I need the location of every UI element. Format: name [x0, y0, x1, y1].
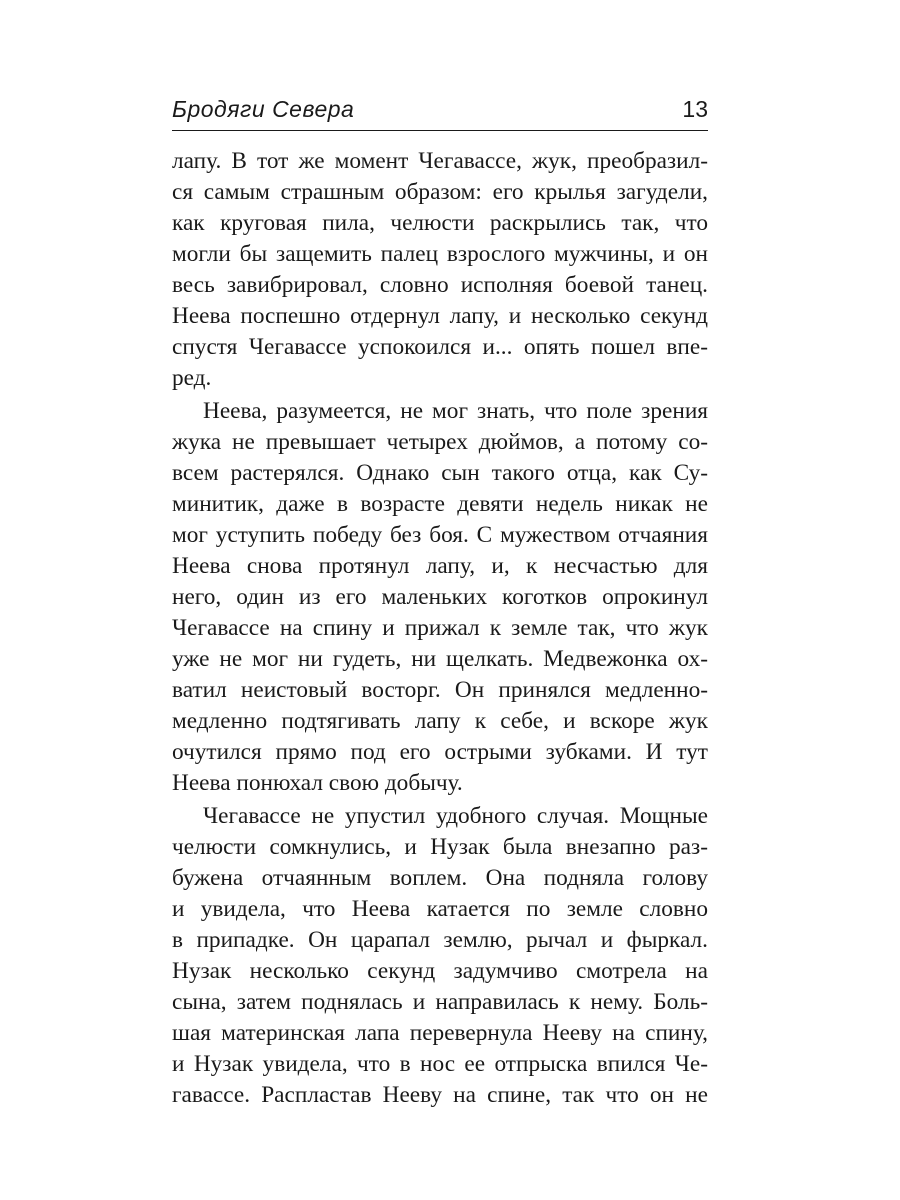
text-line: очутился прямо под его острыми зубками. И тут [172, 739, 708, 765]
text-line: медленно подтягивать лапу к себе, и вскоре жук [172, 708, 708, 734]
text-line: ред. [172, 365, 212, 391]
text-line: как круговая пила, челюсти раскрылись так, что [172, 210, 708, 236]
text-line: ся самым страшным образом: его крылья загудели, [172, 179, 708, 205]
paragraph-2 [172, 396, 708, 799]
text-line: лапу. В тот же момент Чегавассе, жук, преобразил- [172, 148, 708, 174]
text-line: уже не мог ни гудеть, ни щелкать. Медвежонка ох- [172, 646, 708, 672]
text-line: Неева, разумеется, не мог знать, что поле зрения [203, 398, 708, 424]
text-line: мог уступить победу без боя. С мужеством отчаяния [172, 522, 708, 548]
text-line: могли бы защемить палец взрослого мужчины, и он [172, 241, 708, 267]
text-line: Нузак несколько секунд задумчиво смотрела на [172, 958, 708, 984]
text-line: шая материнская лапа перевернула Нееву на спину, [172, 1020, 708, 1046]
text-line: бужена отчаянным воплем. Она подняла голову [172, 865, 708, 891]
text-line: минитик, даже в возрасте девяти недель никак не [172, 491, 708, 517]
paragraph-1 [172, 146, 708, 394]
text-line: и Нузак увидела, что в нос ее отпрыска впился Че- [172, 1051, 708, 1077]
page-number: 13 [682, 96, 708, 122]
body-text [172, 146, 708, 1111]
text-line: и увидела, что Неева катается по земле словно [172, 896, 708, 922]
text-line: гавассе. Распластав Нееву на спине, так что он не [172, 1082, 708, 1108]
text-line: челюсти сомкнулись, и Нузак была внезапно раз- [172, 834, 708, 860]
text-line: спустя Чегавассе успокоился и... опять пошел впе- [172, 334, 708, 360]
text-line: Чегавассе на спину и прижал к земле так, что жук [172, 615, 708, 641]
running-head [172, 96, 708, 131]
text-line: всем растерялся. Однако сын такого отца, как Су- [172, 460, 708, 486]
text-line: жука не превышает четырех дюймов, а потому со- [172, 429, 708, 455]
text-line: Неева снова протянул лапу, и, к несчастью для [172, 553, 708, 579]
text-line: весь завибрировал, словно исполняя боевой танец. [172, 272, 708, 298]
paragraph-3 [172, 801, 708, 1111]
text-line: него, один из его маленьких коготков опрокинул [172, 584, 708, 610]
text-line: Неева понюхал свою добычу. [172, 770, 463, 796]
text-line: сына, затем поднялась и направилась к нему. Боль- [172, 989, 708, 1015]
text-line: ватил неистовый восторг. Он принялся медленно- [172, 677, 708, 703]
running-title: Бродяги Севера [172, 96, 355, 122]
text-line: Неева поспешно отдернул лапу, и несколько секунд [172, 303, 708, 329]
text-line: в припадке. Он царапал землю, рычал и фыркал. [172, 927, 708, 953]
text-line: Чегавассе не упустил удобного случая. Мощные [203, 803, 708, 829]
